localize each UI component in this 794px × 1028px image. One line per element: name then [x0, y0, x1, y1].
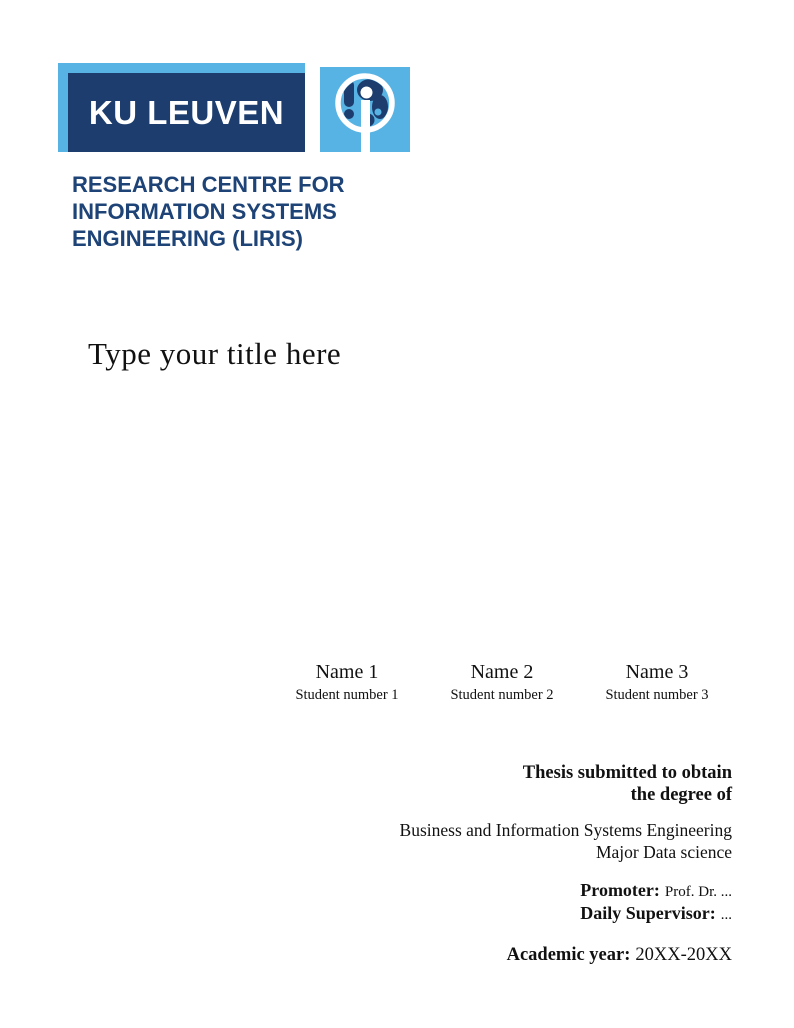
- author-2-student-number: Student number 2: [450, 687, 554, 703]
- ku-leuven-logo: [58, 63, 305, 152]
- liris-emblem-icon: [320, 67, 410, 152]
- promoter-line: [400, 880, 732, 903]
- ku-leuven-logo-box: [68, 73, 305, 152]
- institute-line-2: INFORMATION SYSTEMS: [72, 199, 337, 224]
- author-3: [593, 660, 721, 704]
- daily-supervisor-line: [400, 903, 732, 926]
- thesis-title: Type your title here: [88, 336, 342, 371]
- author-2-name: Name 2: [470, 661, 534, 683]
- academic-year-value: 20XX-20XX: [635, 945, 732, 965]
- degree-statement-line-2: the degree of: [630, 785, 732, 805]
- academic-year-label: Academic year:: [506, 945, 631, 965]
- ku-leuven-wordmark: KU LEUVEN: [88, 93, 285, 131]
- authors-row: [283, 660, 721, 704]
- programme-lines: [400, 819, 732, 863]
- daily-supervisor-value: ...: [720, 907, 732, 923]
- supervision-lines: [400, 880, 732, 926]
- programme-name: Business and Information Systems Engineering: [399, 820, 732, 840]
- author-3-name: Name 3: [625, 661, 689, 683]
- institute-line-3: ENGINEERING (LIRIS): [72, 226, 304, 251]
- degree-statement: [400, 762, 732, 806]
- degree-block: [400, 762, 732, 966]
- author-1-name: Name 1: [315, 661, 379, 683]
- institute-name: [72, 171, 345, 252]
- institute-line-1: RESEARCH CENTRE FOR: [72, 172, 345, 197]
- author-1: [283, 660, 411, 704]
- degree-statement-line-1: Thesis submitted to obtain: [522, 763, 732, 783]
- liris-logo-icon: [320, 67, 410, 152]
- daily-supervisor-label: Daily Supervisor:: [580, 903, 716, 923]
- author-3-student-number: Student number 3: [605, 687, 709, 703]
- programme-major: Major Data science: [595, 842, 732, 862]
- author-2: [438, 660, 566, 704]
- promoter-label: Promoter:: [580, 880, 660, 900]
- academic-year-line: [400, 944, 732, 966]
- author-1-student-number: Student number 1: [295, 687, 399, 703]
- promoter-value: Prof. Dr. ...: [664, 884, 732, 900]
